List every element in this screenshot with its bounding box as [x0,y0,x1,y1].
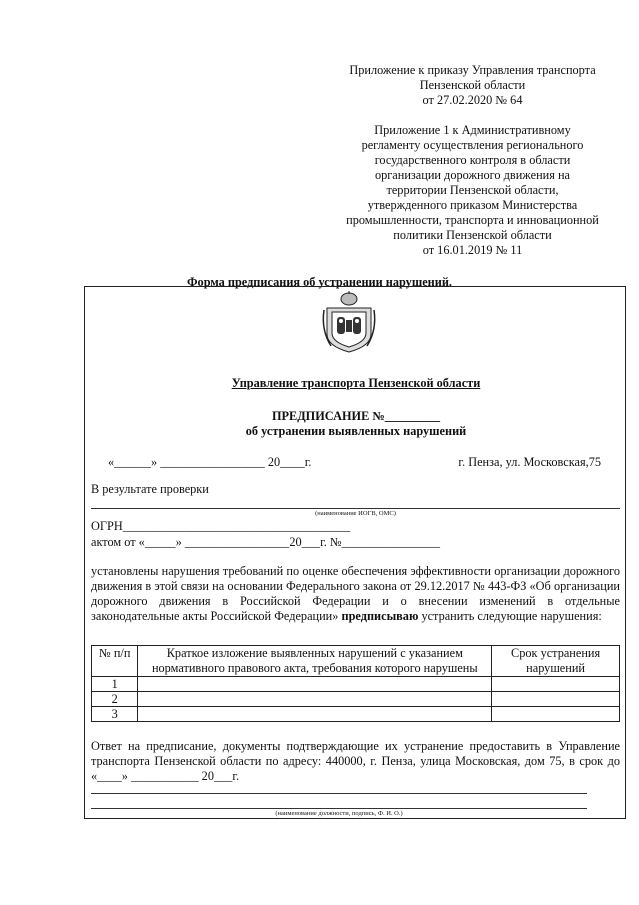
form-title: Форма предписания об устранении нарушений. [186,275,453,289]
reglament-line-7: промышленности, транспорта и инновационной [346,213,599,227]
table-header-row [92,646,620,677]
coat-of-arms-icon [319,290,379,354]
act-line: актом от «_____» _________________20___г. №________________ [91,535,440,549]
order-number-title: ПРЕДПИСАНИЕ №_________ [271,409,441,423]
order-date-line: «______» _________________ 20____г. [108,455,312,469]
header-description: Краткое изложение выявленных нарушений с указанием нормативного правового акта, требования которого нарушены [138,646,492,677]
signature-line-1 [91,793,587,794]
table-row [92,707,620,722]
body-name-line [91,508,620,509]
paragraph-text-before: установлены нарушения требований по оценке обеспечения эффективности организации дорожного движения в этой связи на основании Федерального закона от 29.12.2017 № 443-ФЗ «Об организации дорожного движения в Российской Федерации и о внесении изменений в отдельные законодательные акты Российской Федерации» [91,564,620,623]
authority-name: Управление транспорта Пензенской области [231,376,481,390]
row-description [138,707,492,722]
row-deadline [492,677,620,692]
body-name-caption: (наименование ИОГВ, ОМС) [315,510,396,517]
row-description [138,692,492,707]
order-appendix-line-2: Пензенской области [419,78,526,92]
reglament-line-9: от 16.01.2019 № 11 [422,243,523,257]
paragraph-text-after: устранить следующие нарушения: [421,609,602,623]
header-number: № п/п [92,646,138,677]
header-deadline: Срок устранения нарушений [492,646,620,677]
row-number: 2 [92,692,138,707]
order-appendix-line-1: Приложение к приказу Управления транспорта [349,63,596,77]
reglament-line-5: территории Пензенской области, [386,183,559,197]
reglament-line-3: государственного контроля в области [374,153,571,167]
table-row [92,677,620,692]
inspection-result-label: В результате проверки [91,482,209,496]
table-row [92,692,620,707]
signature-caption: (наименование должности, подпись, Ф. И. О.) [275,810,403,817]
reglament-line-1: Приложение 1 к Административному [374,123,571,137]
reglament-line-8: политики Пензенской области [393,228,552,242]
violations-table [91,645,620,722]
row-description [138,677,492,692]
order-place: г. Пенза, ул. Московская,75 [458,455,601,469]
violations-paragraph [91,564,620,624]
order-appendix-line-3: от 27.02.2020 № 64 [422,93,523,107]
order-subtitle: об устранении выявленных нарушений [245,424,467,438]
appendix-header [300,63,639,258]
row-deadline [492,707,620,722]
row-number: 1 [92,677,138,692]
row-deadline [492,692,620,707]
paragraph-bold-word: предписываю [341,609,419,623]
reglament-line-4: организации дорожного движения на [374,168,571,182]
reglament-line-2: регламенту осуществления регионального [361,138,584,152]
signature-line-2 [91,808,587,809]
order-heading [86,409,626,439]
row-number: 3 [92,707,138,722]
reglament-line-6: утвержденного приказом Министерства [367,198,578,212]
response-paragraph: Ответ на предписание, документы подтверждающие их устранение предоставить в Управление транспорта Пензенской области по адресу: 440000, г. Пенза, улица Московская, дом 75, в срок до «____» ___________ 20___г. [91,739,620,783]
ogrn-line: ОГРН_____________________________________ [91,519,351,533]
